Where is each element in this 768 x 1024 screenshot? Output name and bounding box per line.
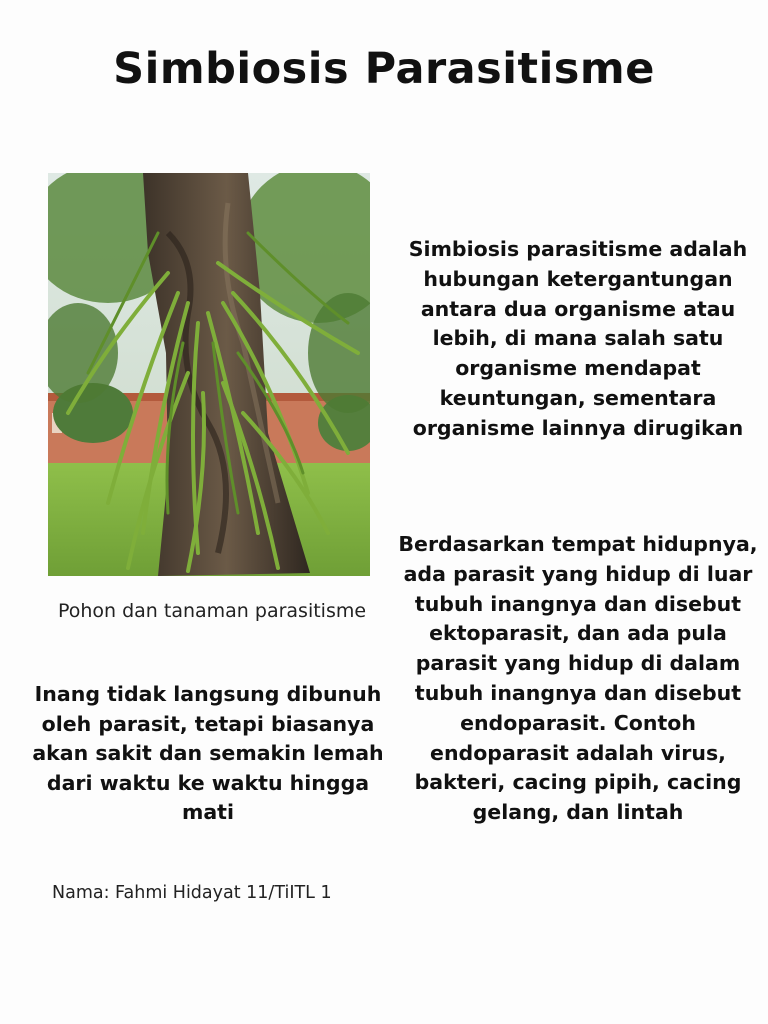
photo-caption: Pohon dan tanaman parasitisme xyxy=(57,600,367,622)
author-name: Nama: Fahmi Hidayat 11/TiITL 1 xyxy=(52,883,332,903)
tree-with-parasitic-plants-illustration xyxy=(48,173,370,576)
tree-photo xyxy=(48,173,370,576)
definition-text: Simbiosis parasitisme adalah hubungan ketergantungan antara dua organisme atau lebih, di mana salah satu organisme mendapat keuntungan, sementara organisme lainnya dirugikan xyxy=(408,237,748,440)
page-title: Simbiosis Parasitisme xyxy=(113,44,655,94)
host-effect-text: Inang tidak langsung dibunuh oleh parasit, tetapi biasanya akan sakit dan semakin lemah dari waktu ke waktu hingga mati xyxy=(32,682,384,824)
parasite-types-text: Berdasarkan tempat hidupnya, ada parasit yang hidup di luar tubuh inangnya dan disebut ektoparasit, dan ada pula parasit yang hidup di dalam tubuh inangnya dan disebut endoparasit. Contoh endoparasit adalah virus, bakteri, cacing pipih, cacing gelang, dan lintah xyxy=(398,532,758,825)
